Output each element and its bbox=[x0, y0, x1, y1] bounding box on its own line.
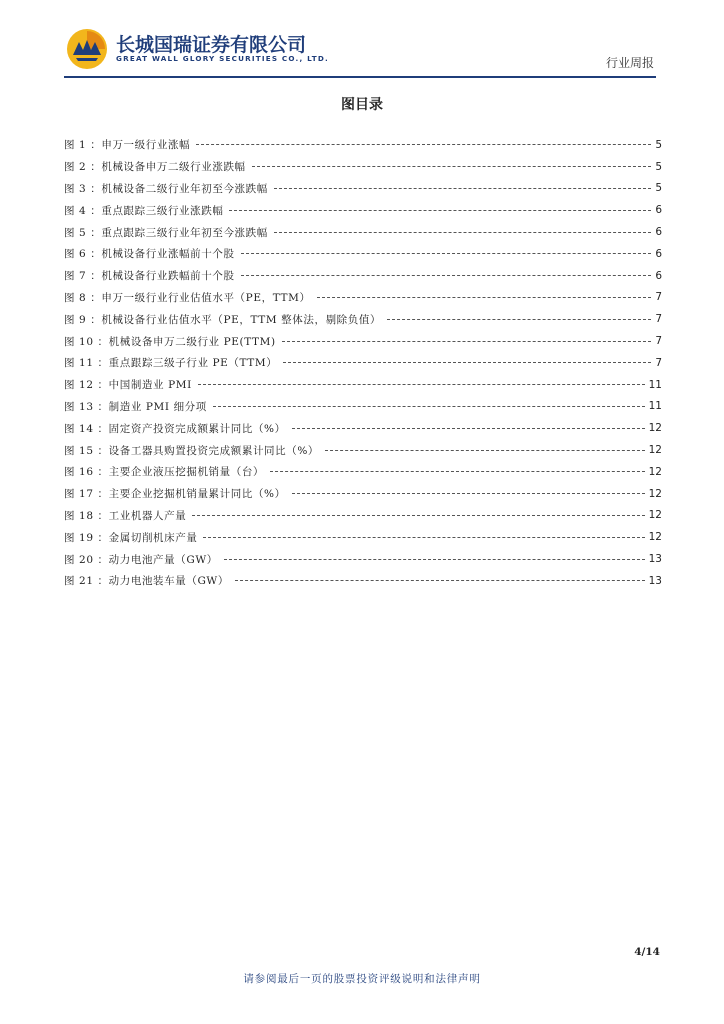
toc-dot-leader bbox=[213, 406, 645, 407]
footer-disclaimer: 请参阅最后一页的股票投资评级说明和法律声明 bbox=[243, 973, 481, 985]
toc-entry[interactable] bbox=[64, 199, 662, 221]
toc-entry-label bbox=[64, 159, 246, 174]
toc-page-number: 12 bbox=[648, 422, 662, 435]
toc-page-number: 6 bbox=[655, 226, 662, 239]
toc-figure-number: 图 21 ： bbox=[64, 575, 109, 588]
toc-entry[interactable] bbox=[64, 570, 662, 592]
toc-figure-number: 图 3 ： bbox=[64, 182, 102, 195]
toc-figure-title: 重点跟踪三级子行业 PE（TTM） bbox=[108, 357, 278, 370]
toc-entry[interactable] bbox=[64, 461, 662, 483]
toc-dot-leader bbox=[292, 428, 645, 429]
toc-figure-title: 固定资产投资完成额累计同比（%） bbox=[108, 422, 286, 435]
toc-page-number: 5 bbox=[655, 138, 662, 151]
toc-figure-number: 图 20 ： bbox=[64, 553, 109, 566]
toc-figure-title: 主要企业液压挖掘机销量（台） bbox=[108, 466, 265, 479]
toc-figure-title: 申万一级行业行业估值水平（PE，TTM） bbox=[101, 291, 311, 304]
toc-entry[interactable] bbox=[64, 265, 662, 287]
toc-figure-number: 图 15 ： bbox=[64, 444, 109, 457]
toc-figure-title: 动力电池装车量（GW） bbox=[108, 575, 229, 588]
toc-figure-title: 机械设备行业跌幅前十个股 bbox=[101, 270, 235, 283]
toc-page-number: 12 bbox=[648, 487, 662, 500]
toc-entry-label bbox=[64, 399, 207, 414]
page-number: 4/14 bbox=[634, 946, 660, 958]
toc-entry[interactable] bbox=[64, 417, 662, 439]
toc-entry[interactable] bbox=[64, 352, 662, 374]
toc-page-number: 6 bbox=[655, 247, 662, 260]
toc-title: 图目录 bbox=[341, 97, 383, 113]
toc-entry[interactable] bbox=[64, 483, 662, 505]
toc-entry[interactable] bbox=[64, 374, 662, 396]
toc-dot-leader bbox=[283, 362, 651, 363]
toc-figure-number: 图 4 ： bbox=[64, 204, 102, 217]
report-type: 行业周报 bbox=[605, 56, 654, 70]
toc-dot-leader bbox=[235, 580, 645, 581]
toc-entry-label bbox=[64, 334, 276, 349]
toc-entry[interactable] bbox=[64, 439, 662, 461]
toc-entry-label bbox=[64, 246, 235, 261]
toc-figure-title: 金属切削机床产量 bbox=[108, 531, 198, 544]
toc-page-number: 5 bbox=[655, 182, 662, 195]
toc-dot-leader bbox=[192, 515, 644, 516]
toc-entry[interactable] bbox=[64, 308, 662, 330]
toc-dot-leader bbox=[198, 384, 645, 385]
toc-dot-leader bbox=[224, 559, 645, 560]
toc-figure-number: 图 18 ： bbox=[64, 509, 109, 522]
toc-figure-number: 图 2 ： bbox=[64, 161, 102, 174]
toc-figure-number: 图 17 ： bbox=[64, 488, 109, 501]
toc-entry-label bbox=[64, 377, 192, 392]
toc-entry[interactable] bbox=[64, 287, 662, 309]
toc-dot-leader bbox=[196, 144, 651, 145]
toc-page-number: 7 bbox=[655, 335, 662, 348]
toc-page-number: 12 bbox=[648, 509, 662, 522]
toc-entry-label bbox=[64, 268, 235, 283]
toc-figure-number: 图 13 ： bbox=[64, 400, 109, 413]
great-wall-glory-logo bbox=[66, 28, 108, 70]
toc-entry[interactable] bbox=[64, 330, 662, 352]
toc-figure-title: 机械设备申万二级行业 PE(TTM) bbox=[108, 335, 276, 348]
toc-entry-label bbox=[64, 530, 197, 545]
toc-entry-label bbox=[64, 137, 190, 152]
toc-figure-title: 机械设备行业估值水平（PE，TTM 整体法，剔除负值） bbox=[101, 313, 382, 326]
toc-page-number: 6 bbox=[655, 204, 662, 217]
toc-entry-label bbox=[64, 464, 264, 479]
toc-entry-label bbox=[64, 181, 268, 196]
toc-entry[interactable] bbox=[64, 221, 662, 243]
toc-figure-title: 机械设备行业涨幅前十个股 bbox=[101, 248, 235, 261]
toc-entry-label bbox=[64, 225, 268, 240]
toc-figure-title: 重点跟踪三级行业年初至今涨跌幅 bbox=[101, 226, 268, 239]
toc-figure-title: 主要企业挖掘机销量累计同比（%） bbox=[108, 488, 286, 501]
toc-dot-leader bbox=[241, 275, 652, 276]
toc-entry-label bbox=[64, 552, 218, 567]
toc-entry[interactable] bbox=[64, 548, 662, 570]
toc-entry[interactable] bbox=[64, 526, 662, 548]
toc-figure-number: 图 5 ： bbox=[64, 226, 102, 239]
toc-figure-title: 重点跟踪三级行业涨跌幅 bbox=[101, 204, 224, 217]
toc-page-number: 12 bbox=[648, 465, 662, 478]
toc-page-number: 6 bbox=[655, 269, 662, 282]
toc-figure-number: 图 19 ： bbox=[64, 531, 109, 544]
toc-dot-leader bbox=[229, 210, 651, 211]
toc-figure-title: 中国制造业 PMI bbox=[108, 379, 192, 392]
company-name-en: GREAT WALL GLORY SECURITIES CO., LTD. bbox=[116, 54, 329, 63]
toc-page-number: 12 bbox=[648, 444, 662, 457]
toc-figure-title: 工业机器人产量 bbox=[108, 509, 187, 522]
toc-page-number: 11 bbox=[648, 400, 662, 413]
toc-dot-leader bbox=[252, 166, 652, 167]
toc-figure-number: 图 16 ： bbox=[64, 466, 109, 479]
toc-figure-number: 图 1 ： bbox=[64, 139, 102, 152]
toc-figure-title: 设备工器具购置投资完成额累计同比（%） bbox=[108, 444, 320, 457]
header-divider bbox=[64, 76, 656, 78]
toc-figure-title: 制造业 PMI 细分项 bbox=[108, 400, 207, 413]
toc-figure-number: 图 6 ： bbox=[64, 248, 102, 261]
toc-dot-leader bbox=[203, 537, 644, 538]
toc-dot-leader bbox=[292, 493, 645, 494]
toc-entry-label bbox=[64, 290, 311, 305]
toc-page-number: 11 bbox=[648, 378, 662, 391]
toc-entry-label bbox=[64, 355, 277, 370]
toc-entry[interactable] bbox=[64, 178, 662, 200]
toc-figure-title: 申万一级行业涨幅 bbox=[101, 139, 191, 152]
toc-entry-label bbox=[64, 508, 186, 523]
figure-toc-list bbox=[64, 134, 662, 592]
toc-page-number: 5 bbox=[655, 160, 662, 173]
toc-entry[interactable] bbox=[64, 156, 662, 178]
toc-figure-number: 图 12 ： bbox=[64, 379, 109, 392]
toc-dot-leader bbox=[274, 188, 651, 189]
toc-page-number: 7 bbox=[655, 356, 662, 369]
toc-figure-number: 图 11 ： bbox=[64, 357, 109, 370]
toc-page-number: 12 bbox=[648, 531, 662, 544]
toc-page-number: 13 bbox=[648, 574, 662, 587]
toc-dot-leader bbox=[282, 341, 652, 342]
toc-dot-leader bbox=[387, 319, 651, 320]
toc-dot-leader bbox=[317, 297, 652, 298]
toc-entry-label bbox=[64, 486, 286, 501]
toc-entry[interactable] bbox=[64, 243, 662, 265]
toc-entry[interactable] bbox=[64, 505, 662, 527]
toc-figure-title: 动力电池产量（GW） bbox=[108, 553, 218, 566]
page-header bbox=[64, 22, 656, 78]
company-name-cn: 长城国瑞证券有限公司 bbox=[116, 34, 307, 56]
toc-figure-title: 机械设备二级行业年初至今涨跌幅 bbox=[101, 182, 268, 195]
toc-entry-label bbox=[64, 312, 381, 327]
toc-page-number: 13 bbox=[648, 553, 662, 566]
toc-figure-number: 图 10 ： bbox=[64, 335, 109, 348]
toc-entry-label bbox=[64, 443, 319, 458]
toc-entry-label bbox=[64, 203, 223, 218]
toc-entry[interactable] bbox=[64, 134, 662, 156]
toc-figure-number: 图 8 ： bbox=[64, 291, 102, 304]
toc-dot-leader bbox=[270, 471, 645, 472]
toc-dot-leader bbox=[241, 253, 652, 254]
toc-figure-title: 机械设备申万二级行业涨跌幅 bbox=[101, 161, 246, 174]
toc-entry[interactable] bbox=[64, 396, 662, 418]
toc-page-number: 7 bbox=[655, 313, 662, 326]
toc-dot-leader bbox=[274, 232, 651, 233]
toc-figure-number: 图 9 ： bbox=[64, 313, 102, 326]
toc-entry-label bbox=[64, 421, 286, 436]
toc-figure-number: 图 14 ： bbox=[64, 422, 109, 435]
toc-figure-number: 图 7 ： bbox=[64, 270, 102, 283]
toc-dot-leader bbox=[325, 450, 645, 451]
toc-page-number: 7 bbox=[655, 291, 662, 304]
toc-entry-label bbox=[64, 573, 229, 588]
